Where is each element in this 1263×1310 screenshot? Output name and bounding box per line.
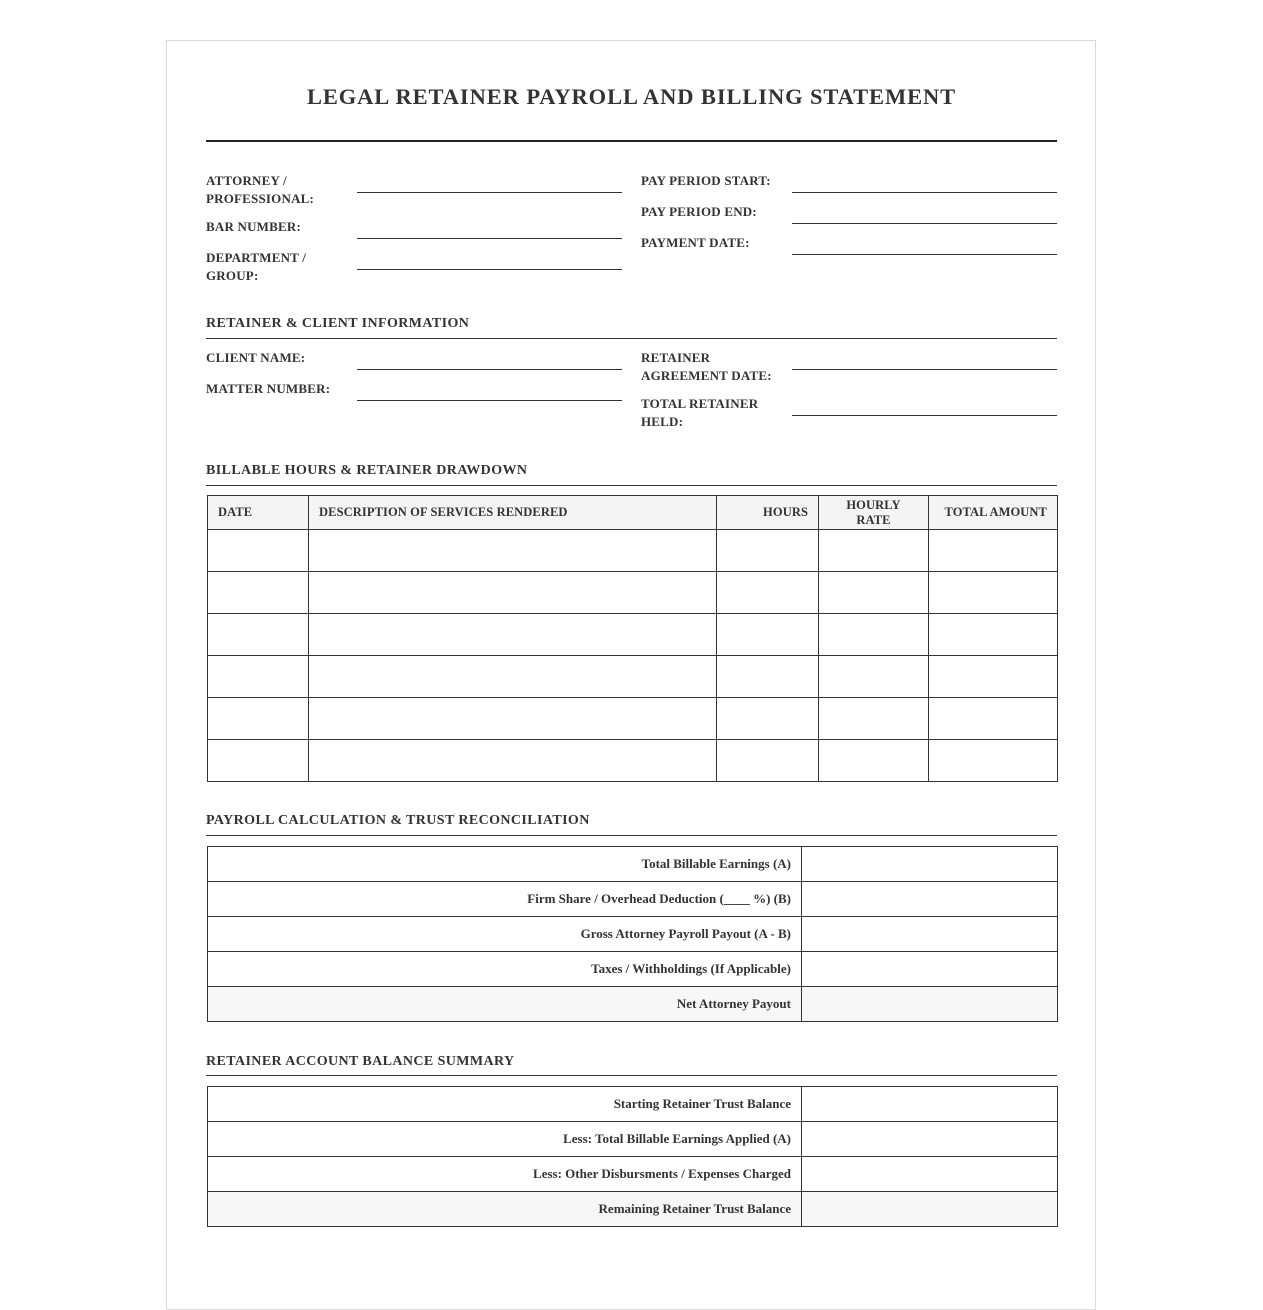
matter-number-field[interactable] [357,400,622,401]
other-disbursements-label: Less: Other Disbursments / Expenses Charged [208,1157,802,1192]
title-divider [206,140,1057,142]
balance-section-heading: RETAINER ACCOUNT BALANCE SUMMARY [206,1054,515,1069]
starting-balance-label: Starting Retainer Trust Balance [208,1087,802,1122]
date-cell[interactable] [208,740,309,782]
date-cell[interactable] [208,656,309,698]
retainer-section-heading: RETAINER & CLIENT INFORMATION [206,316,470,331]
payroll-calculation-table [207,846,1058,1022]
retainer-agreement-date-field[interactable] [792,369,1057,370]
description-cell[interactable] [309,740,717,782]
payroll-section-divider [206,835,1057,836]
table-header-row [208,496,1058,530]
total-amount-cell[interactable] [929,656,1058,698]
date-cell[interactable] [208,530,309,572]
document-title: LEGAL RETAINER PAYROLL AND BILLING STATEMENT [306,84,957,109]
department-label: DEPARTMENT / GROUP: [206,250,307,283]
table-row [208,614,1058,656]
date-cell[interactable] [208,572,309,614]
table-row [208,847,1058,882]
table-row [208,698,1058,740]
column-header-hours: HOURS [717,496,819,530]
hourly-rate-cell[interactable] [819,572,929,614]
table-row [208,1087,1058,1122]
hourly-rate-cell[interactable] [819,530,929,572]
column-header-description: DESCRIPTION OF SERVICES RENDERED [309,496,717,530]
pay-period-end-label: PAY PERIOD END: [641,204,757,219]
hourly-rate-cell[interactable] [819,614,929,656]
table-row [208,530,1058,572]
description-cell[interactable] [309,698,717,740]
starting-balance-value[interactable] [802,1087,1058,1122]
hours-cell[interactable] [717,572,819,614]
table-row [208,952,1058,987]
column-header-date: DATE [208,496,309,530]
pay-period-end-field[interactable] [792,223,1057,224]
balance-section-divider [206,1075,1057,1076]
department-field[interactable] [357,269,622,270]
attorney-field[interactable] [357,192,622,193]
matter-number-label: MATTER NUMBER: [206,381,331,396]
table-row [208,882,1058,917]
table-row [208,740,1058,782]
table-row [208,917,1058,952]
total-retainer-held-field[interactable] [792,415,1057,416]
hours-cell[interactable] [717,698,819,740]
retainer-agreement-date-label: RETAINER AGREEMENT DATE: [641,350,772,383]
description-cell[interactable] [309,572,717,614]
table-row [208,572,1058,614]
table-row [208,1122,1058,1157]
payment-date-label: PAYMENT DATE: [641,235,750,250]
total-billable-earnings-label: Total Billable Earnings (A) [208,847,802,882]
description-cell[interactable] [309,656,717,698]
hourly-rate-cell[interactable] [819,698,929,740]
payroll-section-heading: PAYROLL CALCULATION & TRUST RECONCILIATION [206,813,590,828]
billable-section-heading: BILLABLE HOURS & RETAINER DRAWDOWN [206,463,528,478]
billable-applied-value[interactable] [802,1122,1058,1157]
billable-applied-label: Less: Total Billable Earnings Applied (A) [208,1122,802,1157]
billable-section-divider [206,485,1057,486]
description-cell[interactable] [309,614,717,656]
total-amount-cell[interactable] [929,530,1058,572]
hourly-rate-cell[interactable] [819,656,929,698]
date-cell[interactable] [208,614,309,656]
hours-cell[interactable] [717,656,819,698]
hourly-rate-cell[interactable] [819,740,929,782]
total-amount-cell[interactable] [929,740,1058,782]
total-retainer-held-label: TOTAL RETAINER HELD: [641,396,759,429]
bar-number-field[interactable] [357,238,622,239]
client-name-label: CLIENT NAME: [206,350,306,365]
net-payout-label: Net Attorney Payout [208,987,802,1022]
attorney-label: ATTORNEY / PROFESSIONAL: [206,173,315,206]
gross-payroll-value[interactable] [802,917,1058,952]
client-name-field[interactable] [357,369,622,370]
total-billable-earnings-value[interactable] [802,847,1058,882]
table-row [208,987,1058,1022]
column-header-hourly-rate: HOURLY RATE [819,496,929,530]
table-row [208,656,1058,698]
billable-hours-table [207,495,1058,782]
total-amount-cell[interactable] [929,572,1058,614]
taxes-withholdings-label: Taxes / Withholdings (If Applicable) [208,952,802,987]
bar-number-label: BAR NUMBER: [206,219,302,234]
remaining-balance-label: Remaining Retainer Trust Balance [208,1192,802,1227]
overhead-deduction-value[interactable] [802,882,1058,917]
other-disbursements-value[interactable] [802,1157,1058,1192]
total-amount-cell[interactable] [929,698,1058,740]
hours-cell[interactable] [717,614,819,656]
overhead-deduction-label: Firm Share / Overhead Deduction (____ %) (B) [208,882,802,917]
pay-period-start-field[interactable] [792,192,1057,193]
hours-cell[interactable] [717,740,819,782]
table-row [208,1157,1058,1192]
total-amount-cell[interactable] [929,614,1058,656]
payment-date-field[interactable] [792,254,1057,255]
gross-payroll-label: Gross Attorney Payroll Payout (A - B) [208,917,802,952]
column-header-total-amount: TOTAL AMOUNT [929,496,1058,530]
description-cell[interactable] [309,530,717,572]
pay-period-start-label: PAY PERIOD START: [641,173,771,188]
balance-summary-table [207,1086,1058,1227]
hours-cell[interactable] [717,530,819,572]
date-cell[interactable] [208,698,309,740]
taxes-withholdings-value[interactable] [802,952,1058,987]
table-row [208,1192,1058,1227]
retainer-section-divider [206,338,1057,339]
remaining-balance-value[interactable] [802,1192,1058,1227]
net-payout-value[interactable] [802,987,1058,1022]
